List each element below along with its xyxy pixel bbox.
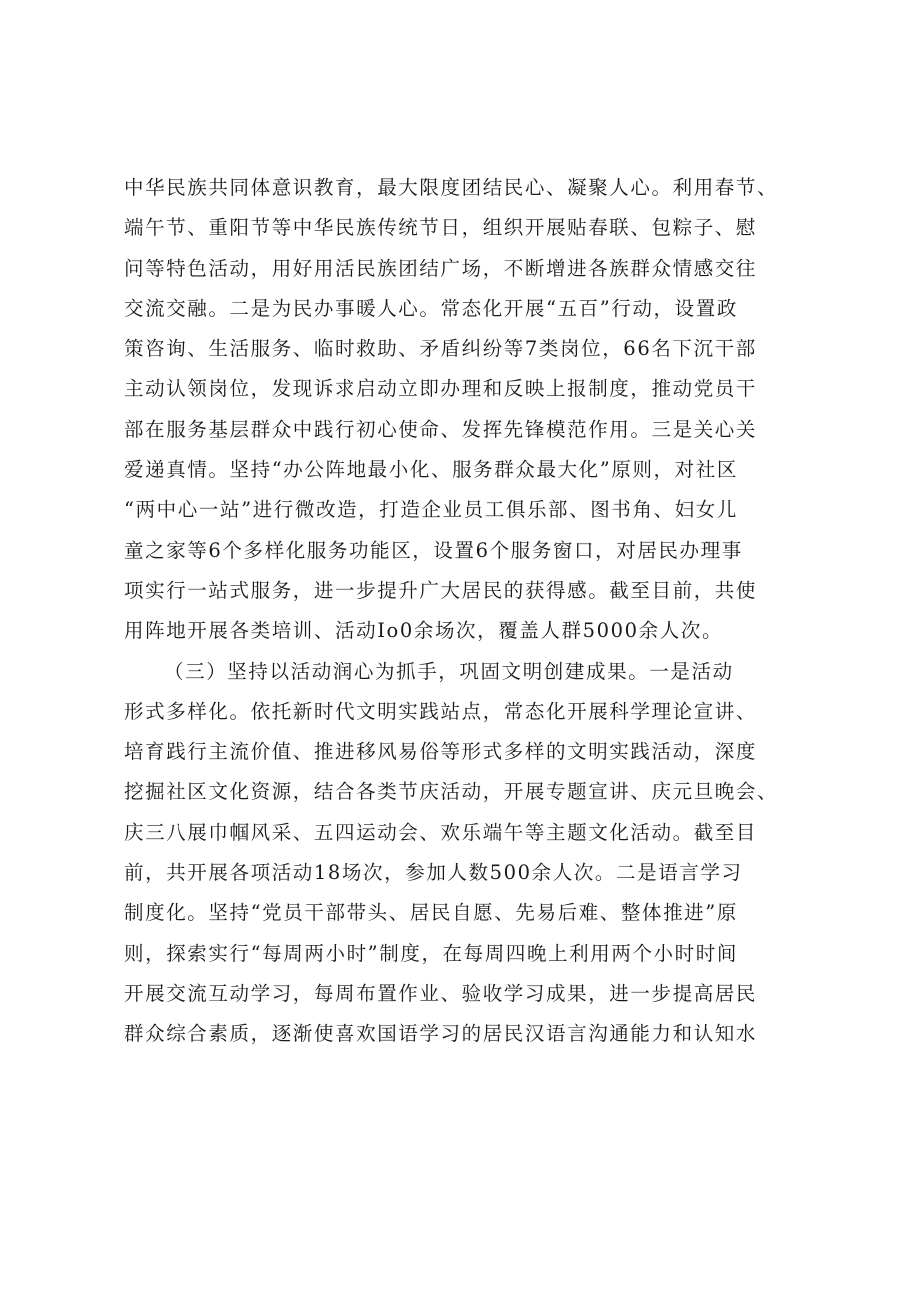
text-line: 爱递真情。坚持“办公阵地最小化、服务群众最大化”原则，对社区: [124, 458, 738, 482]
text-line: 开展交流互动学习，每周布置作业、验收学习成果，进一步提高居民: [124, 981, 758, 1005]
text-line: 主动认领岗位，发现诉求启动立即办理和反映上报制度，推动党员干: [124, 377, 758, 401]
text-line: “两中心一站”进行微改造，打造企业员工俱乐部、图书角、妇女儿: [124, 498, 738, 522]
text-line: 用阵地开展各类培训、活动Io0余场次，覆盖人群5000余人次。: [124, 619, 724, 643]
body-text: [124, 168, 824, 1055]
text-line: 形式多样化。依托新时代文明实践站点，常态化开展科学理论宣讲、: [124, 699, 758, 723]
text-line: 前，共开展各项活动18场次，参加人数500余人次。二是语言学习: [124, 861, 743, 885]
text-line: 项实行一站式服务，进一步提升广大居民的获得感。截至目前，共使: [124, 578, 758, 602]
text-line: 培育践行主流价值、推进移风易俗等形式多样的文明实践活动，深度: [124, 740, 758, 764]
text-line: 挖掘社区文化资源，结合各类节庆活动，开展专题宣讲、庆元旦晚会、: [124, 780, 779, 804]
section-heading-line: （三）坚持以活动润心为抓手，巩固文明创建成果。一是活动: [164, 659, 734, 683]
text-line: 中华民族共同体意识教育，最大限度团结民心、凝聚人心。利用春节、: [124, 176, 779, 199]
text-line: 端午节、重阳节等中华民族传统节日，组织开展贴春联、包粽子、慰: [124, 216, 758, 240]
text-line: 则，探索实行“每周两小时”制度，在每周四晚上利用两个小时时间: [124, 941, 738, 965]
text-line: 庆三八展巾帼风采、五四运动会、欢乐端午等主题文化活动。截至目: [124, 820, 758, 844]
text-line: 制度化。坚持“党员干部带头、居民自愿、先易后难、整体推进”原: [124, 901, 738, 925]
text-line: 部在服务基层群众中践行初心使命、发挥先锋模范作用。三是关心关: [124, 417, 758, 441]
text-line: 交流交融。二是为民办事暖人心。常态化开展“五百”行动，设置政: [124, 296, 738, 320]
text-line: 问等特色活动，用好用活民族团结广场，不断增进各族群众情感交往: [124, 256, 758, 280]
text-line: 童之家等6个多样化服务功能区，设置6个服务窗口，对居民办理事: [124, 538, 743, 562]
text-line: 策咨询、生活服务、临时救助、矛盾纠纷等7类岗位，66名下沉干部: [124, 337, 757, 361]
text-line: 群众综合素质，逐渐使喜欢国语学习的居民汉语言沟通能力和认知水: [124, 1022, 758, 1046]
